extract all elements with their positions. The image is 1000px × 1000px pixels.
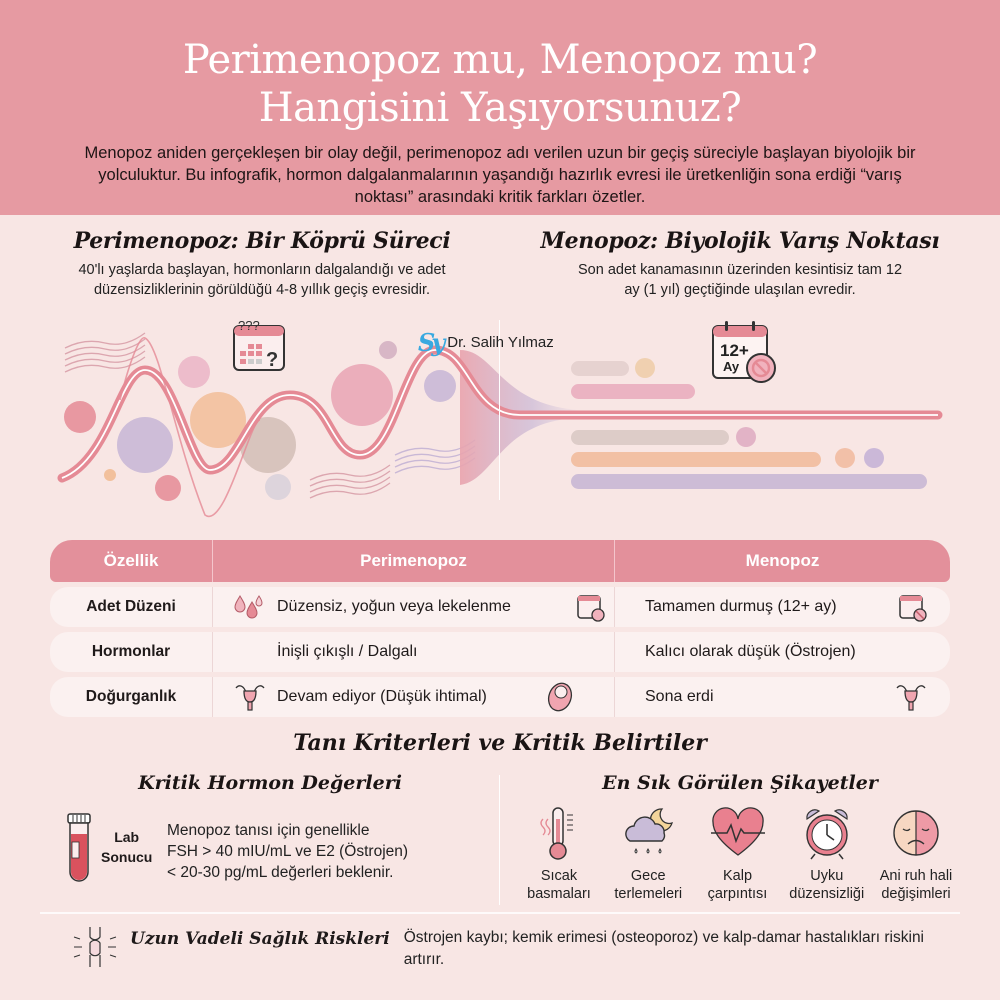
alarm-clock-icon — [799, 805, 855, 861]
calendar-stop-icon — [898, 592, 928, 622]
intro-text: Menopoz aniden gerçekleşen bir olay değil, perimenopoz adı verilen uzun bir geçiş süreciyle başlayan biyolojik bir yolculuktur. Bu infografik, hormon dalgalanmalarının yaşandığı hazırlık evresi ile üretkenliğin sona erdiği “varış noktası” arasındaki kritik farkları özetler. — [84, 144, 916, 206]
perimenopause-value: Devam ediyor (Düşük ihtimal) — [277, 688, 487, 705]
calendar-question-icon — [232, 318, 288, 374]
symptom-item: Sıcak basmaları — [515, 805, 603, 903]
menopause-intro — [500, 228, 980, 300]
menopause-description: Son adet kanamasının üzerinden kesintisiz tam 12 ay (1 yıl) geçtiğinde ulaşılan evredir. — [577, 262, 903, 298]
page-title — [0, 0, 1000, 132]
risks-text: Östrojen kaybı; kemik erimesi (osteoporoz) ve kalp-damar hastalıkları riskini artırır. — [403, 929, 925, 968]
table-row — [50, 677, 950, 717]
heart-pulse-icon — [709, 805, 767, 861]
symptoms-list — [515, 805, 960, 903]
symptom-item: Gece terlemeleri — [604, 805, 692, 903]
perimenopause-intro — [22, 228, 502, 300]
svg-text:?: ? — [266, 349, 279, 371]
menopause-value: Tamamen durmuş (12+ ay) — [645, 598, 837, 615]
egg-cell-icon — [546, 681, 574, 713]
long-term-risks — [70, 925, 964, 971]
header-banner — [0, 0, 1000, 215]
uterus-icon — [894, 682, 928, 712]
svg-text:???: ??? — [238, 318, 260, 333]
feature-cell: Doğurganlık — [85, 688, 177, 705]
comparison-table — [50, 540, 950, 717]
table-row — [50, 632, 950, 672]
table-header — [50, 540, 950, 582]
risk-divider — [40, 912, 960, 914]
title-line-2: Hangisini Yaşıyorsunuz? — [258, 85, 742, 131]
perimenopause-description: 40'lı yaşlarda başlayan, hormonların dalgalandığı ve adet düzensizliklerinin görüldüğü 4-8 yıllık geçiş evresidir. — [78, 262, 446, 298]
section-divider — [499, 775, 500, 905]
symptom-item: Ani ruh hali değişimleri — [872, 805, 960, 903]
cloud-moon-icon — [620, 805, 676, 861]
feature-cell: Hormonlar — [91, 643, 171, 660]
lab-label: Lab Sonucu — [101, 829, 153, 865]
table-row — [50, 587, 950, 627]
hormone-values-title: Kritik Hormon Değerleri — [138, 772, 402, 794]
feature-cell: Adet Düzeni — [86, 598, 176, 615]
svg-text:12+: 12+ — [720, 341, 749, 360]
header-feature: Özellik — [103, 551, 159, 570]
brand-logo — [418, 328, 554, 357]
bone-joint-icon — [70, 925, 120, 969]
perimenopause-cell — [212, 632, 614, 672]
thermometer-icon — [533, 805, 585, 861]
mood-face-icon — [888, 805, 944, 861]
symptom-item: Kalp çarpıntısı — [694, 805, 782, 903]
menopause-value: Sona erdi — [645, 688, 714, 705]
calendar-clock-icon — [576, 592, 606, 622]
hormone-criteria-text: Menopoz tanısı için genellikle FSH > 40 mIU/mL ve E2 (Östrojen) < 20-30 pg/mL değerleri beklenir. — [167, 822, 409, 881]
uterus-icon — [233, 682, 267, 712]
risks-title: Uzun Vadeli Sağlık Riskleri — [130, 929, 390, 949]
perimenopause-cell — [212, 677, 614, 717]
symptom-item: Uyku düzensizliği — [783, 805, 871, 903]
header-menopause: Menopoz — [614, 540, 950, 582]
blood-drops-icon — [233, 594, 263, 620]
menopause-value: Kalıcı olarak düşük (Östrojen) — [645, 643, 856, 660]
svg-text:Ay: Ay — [723, 359, 740, 374]
brand-name: Dr. Salih Yılmaz — [447, 334, 554, 351]
menopause-cell — [614, 677, 950, 717]
perimenopause-value: Düzensiz, yoğun veya lekelenme — [277, 598, 511, 615]
brand-mark-icon: Sy — [418, 328, 442, 357]
menopause-cell — [614, 587, 950, 627]
calendar-12-months-icon — [711, 320, 779, 386]
header-perimenopause: Perimenopoz — [212, 540, 614, 582]
perimenopause-value: İnişli çıkışlı / Dalgalı — [277, 643, 418, 660]
diagnosis-section-title: Tanı Kriterleri ve Kritik Belirtiler — [293, 730, 707, 756]
menopause-heading: Menopoz: Biyolojik Varış Noktası — [540, 228, 940, 254]
perimenopause-cell — [212, 587, 614, 627]
perimenopause-heading: Perimenopoz: Bir Köprü Süreci — [73, 228, 451, 254]
test-tube-icon — [65, 812, 93, 882]
title-line-1: Perimenopoz mu, Menopoz mu? — [182, 37, 818, 83]
symptoms-title: En Sık Görülen Şikayetler — [602, 772, 878, 794]
lab-result — [65, 812, 152, 882]
menopause-cell — [614, 632, 950, 672]
